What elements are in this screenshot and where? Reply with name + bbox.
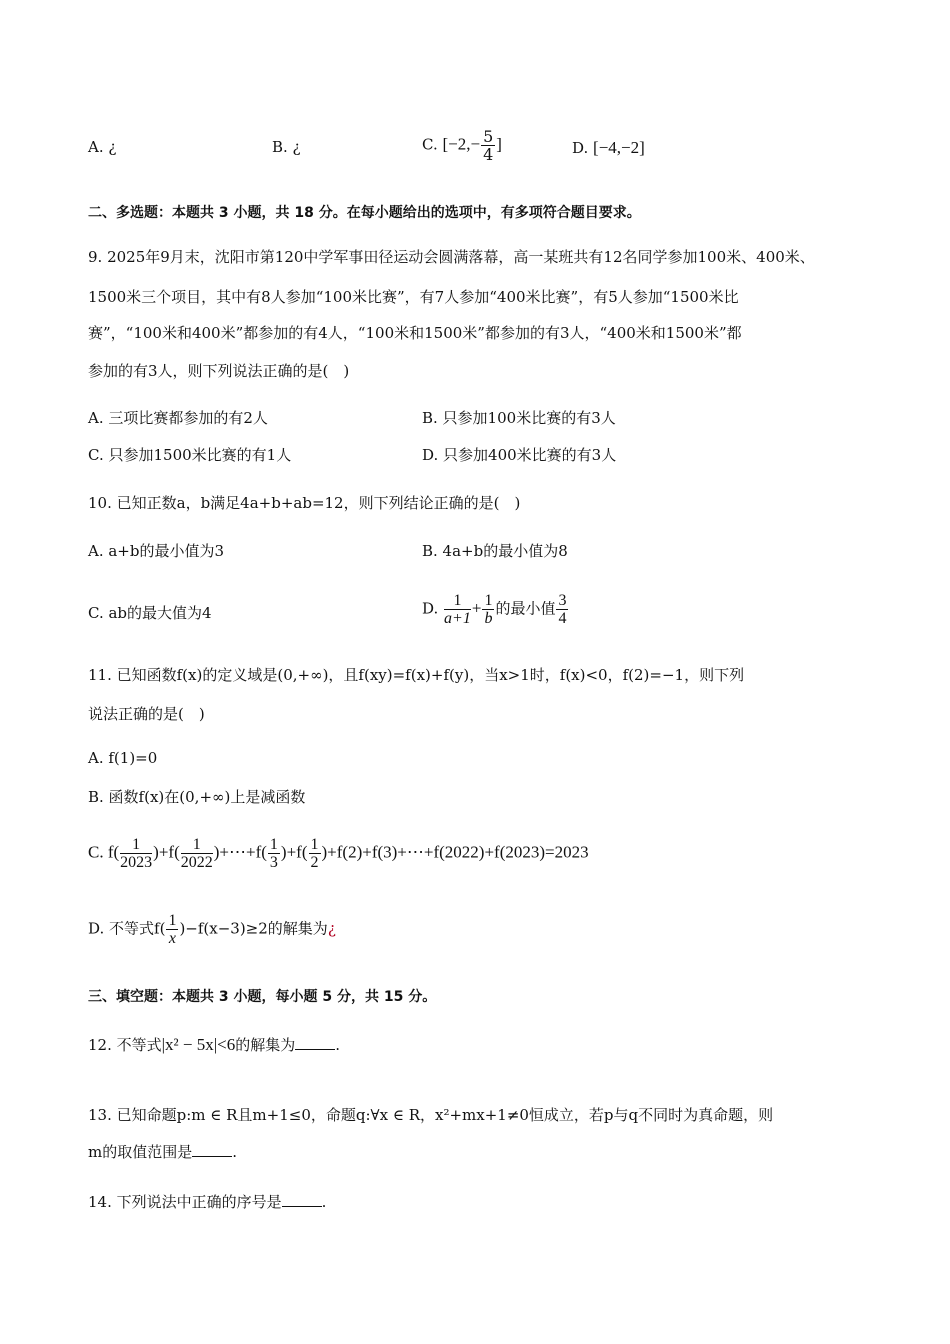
q10-d-frac2: $\frac{1}{b}$ — [484, 592, 493, 627]
q9-option-d: D. 只参加400米比赛的有3人 — [422, 446, 617, 464]
q11-line1: 11. 已知函数f(x)的定义域是(0,+∞)，且f(xy)=f(x)+f(y)，当x>1时，f(x)<0，f(2)=−1，则下列 — [88, 666, 745, 684]
section3-heading: 三、填空题：本题共 3 小题，每小题 5 分，共 15 分。 — [88, 989, 437, 1005]
q13-answer-blank[interactable] — [192, 1144, 232, 1157]
q9-option-b: B. 只参加100米比赛的有3人 — [422, 409, 616, 427]
q11-option-a: A. f(1)=0 — [88, 749, 158, 767]
q13-line2: m的取值范围是 . — [88, 1143, 238, 1161]
q9-line1: 9. 2025年9月末，沈阳市第120中学军事田径运动会圆满落幕，高一某班共有12名同学参加100米、400米、 — [88, 248, 815, 266]
q10-d-frac1: $\frac{1}{a+1}$ — [444, 592, 471, 627]
q14-answer-blank[interactable] — [282, 1194, 322, 1207]
q8-option-b: B. ¿ — [272, 138, 301, 156]
q13-line1: 13. 已知命题p:m ∈ R且m+1≤0，命题q:∀x ∈ R，x²+mx+1≠0恒成立，若p与q不同时为真命题，则 — [88, 1106, 774, 1124]
q10-d-frac3: $\frac{3}{4}$ — [558, 592, 567, 627]
q12: 12. 不等式|x² − 5x|<6的解集为 . — [88, 1035, 340, 1054]
q11-c-frac3: $\frac{1}{3}$ — [269, 836, 278, 871]
q9-line3: 赛”，“100米和400米”都参加的有4人，“100米和1500米”都参加的有3人，“400米和1500米”都 — [88, 324, 742, 342]
q11-c-frac1: $\frac{1}{2023}$ — [120, 836, 153, 871]
q11-c-frac2: $\frac{1}{2022}$ — [180, 836, 213, 871]
q14: 14. 下列说法中正确的序号是 . — [88, 1193, 327, 1211]
q11-line2: 说法正确的是( ) — [88, 705, 205, 723]
q10-option-b: B. 4a+b的最小值为8 — [422, 542, 568, 560]
q9-line2: 1500米三个项目，其中有8人参加“100米比赛”，有7人参加“400米比赛”，有5人参加“1500米比 — [88, 288, 739, 306]
q11-d-frac: $\frac{1}{x}$ — [168, 912, 177, 947]
q9-option-a: A. 三项比赛都参加的有2人 — [88, 409, 268, 427]
q10-stem: 10. 已知正数a，b满足4a+b+ab=12，则下列结论正确的是( ) — [88, 494, 521, 512]
q8-option-c: C. [−2,− $\frac{5}{4}$ ] — [422, 127, 502, 164]
q10-option-a: A. a+b的最小值为3 — [88, 542, 225, 560]
q11-option-c: C. f( $\frac{1}{2023}$ )+f( $\frac{1}{2022}$ )+⋯+f( $\frac{1}{3}$ )+f( $\frac{1}{2}$ )+f(2)+f(3)+⋯+f(2022)+f(2023)=2023 — [88, 836, 589, 871]
q9-option-c: C. 只参加1500米比赛的有1人 — [88, 446, 292, 464]
q12-inequality: |x² − 5x|<6 — [161, 1035, 236, 1054]
q8-option-d: D. [−4,−2] — [572, 138, 645, 157]
q11-c-frac4: $\frac{1}{2}$ — [310, 836, 319, 871]
q12-answer-blank[interactable] — [295, 1037, 335, 1050]
q9-line4: 参加的有3人，则下列说法正确的是( ) — [88, 362, 350, 380]
q11-option-d: D. 不等式f( $\frac{1}{x}$ )−f(x−3)≥2的解集为¿ — [88, 912, 336, 947]
q10-option-d: D. $\frac{1}{a+1}$ + $\frac{1}{b}$ 的最小值 $\frac{3}{4}$ — [422, 592, 567, 627]
section2-heading: 二、多选题：本题共 3 小题，共 18 分。在每小题给出的选项中，有多项符合题目要求。 — [88, 205, 641, 221]
q8-option-a: A. ¿ — [88, 138, 117, 156]
q8-c-fraction: $\frac{5}{4}$ — [483, 127, 494, 164]
q11-option-b: B. 函数f(x)在(0,+∞)上是减函数 — [88, 788, 306, 806]
q10-option-c: C. ab的最大值为4 — [88, 604, 212, 622]
